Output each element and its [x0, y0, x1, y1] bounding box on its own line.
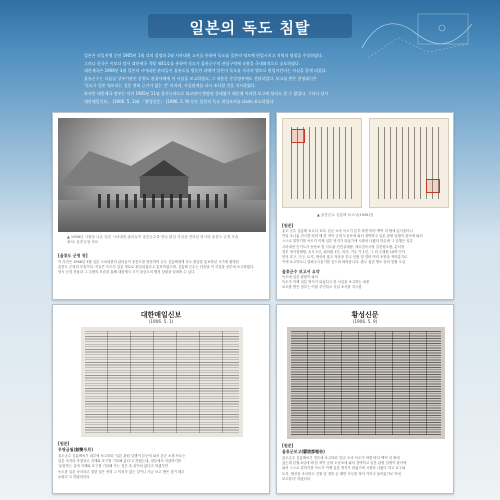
intro-paragraph: 대한제국은 1906년 3월 일본의 시마네현 관리들이 울릉도를 방문한 뒤에야 일본이 독도를 자국의 영토로 편입시킨다는 사실을 알게 되었다.: [84, 68, 327, 74]
text-line: 울도 군수 심흥택 보고서 호외. 본군 소속 독도가 본부 바깥 바다 백여 리 밖에 있사옵더니: [282, 229, 413, 233]
card-label: [울릉도 군청 청]: [58, 253, 88, 258]
card-daehan-maeil-sinbo: [52, 304, 270, 494]
text-line: 이에 보고하오니 살펴주시옵기를 엎드려 바라옵니다. 광무 십년 병오 음력 삼월 오일: [282, 260, 406, 265]
article-heading: 무쌍금월(無雙今月): [58, 447, 94, 452]
card-county-office-photo: [52, 112, 270, 300]
text-line: 경부 영사청태랑, 순사 1인, 회의원 1인, 의사, 기수 각 1인, 그 외 수행원 10여 인이: [282, 249, 405, 254]
card-label: [원문]: [58, 441, 70, 446]
intro-paragraph: 일본은 러일전쟁 중인 1905년 1월 각의 결정과 2월 시마네현 고시를 통하여 독도를 일본의 영토에 편입시키고 지역의 명칭을 주장하였다.: [84, 53, 324, 58]
caption-line: ▲ 1906년 시찰을 나온 일본 시마네현 관리들이 울릉군수를 만나 편입 사실을 전하던 당시의 울릉도 군청 모습: [67, 235, 239, 239]
card-hwangseong-sinmun: [276, 304, 454, 494]
card-summary: [282, 275, 450, 291]
newspaper-title: 황성신문: [351, 311, 379, 319]
text-line: 보고를 받은 정부는 이를 부인하고 사실 조사를 지시함: [282, 285, 362, 290]
text-line: 울도군수 심흥택씨가 내부에 보고하되 '일본 관원 일행이 본군에 와서 본군 소재 독도는: [58, 454, 186, 458]
intro-text: [80, 52, 428, 105]
text-line: 울릉도 군청의 모습이다. 이들은 독도가 일본 영토로 편입되었다고 통보하였으며, 심흥택 군수는 다음날 이 사실을 상부에 보고하였다.: [58, 265, 255, 270]
newspaper-date: (1906. 5. 1): [148, 319, 174, 324]
intro-paragraph: 그러나 한국은 이보다 앞서 대한제국 칙령 제41호를 통하여 독도가 울릉군수의 관할구역에 속함을 국내외적으로 공포하였다.: [84, 60, 301, 66]
card-county-report: [276, 112, 454, 300]
text-line: 독도가 이제 일본 영지가 되었다고 한 사실을 보고하는 내용: [282, 280, 370, 285]
intro-paragraph: 대한매일신보」 (1906. 5. 1)와 「황성신문」 (1906. 5. 9) 등은 일본의 독도 편입조치를 claim 보도하였다: [84, 98, 274, 104]
report-document-image: [369, 118, 449, 208]
card-description: [282, 229, 450, 265]
header: [18, 4, 482, 46]
card-label: [원문]: [282, 223, 294, 228]
card-description: [58, 454, 266, 480]
text-line: 놀랍다'고 하였다더라: [58, 474, 90, 479]
poster: [18, 4, 482, 496]
seal-stamp-icon: [426, 179, 440, 193]
text-line: 독도를 일본 속지라고 칭한 것은 전혀 그 이치가 없는 것이니 지금 보고 받은 것이 매우: [58, 469, 185, 474]
people-row: [98, 194, 228, 208]
article-heading: 울릉군보고(鬱陵郡報告): [282, 449, 325, 454]
intro-paragraph: 울릉군수는 다음날 상부기관인 강원도 관찰사에게 이 사실을 보고하였고, 그 내용은 중앙정부에도 전달되었다. 보고를 받은 참정대신은: [84, 75, 317, 81]
newspaper-clipping-image: [287, 327, 445, 439]
card-description: [58, 260, 264, 276]
text-line: '유람하는 길에 지계와 호구를 기록해 가는 것은 혹 괴이치 않다고 하겠지만: [58, 464, 168, 469]
seal-stamp-icon: [291, 129, 305, 143]
intro-paragraph: '독도가 일본 영토라는 설은 전혀 근거가 없는 것' 이라며, 사실관계를 다시 조사할 것을 지시하였다.: [84, 83, 256, 89]
text-line: 울도군수 심흥택씨가 정부에 보고하되 '본군 소속 독도가 바깥 바다 백여 리 밖에: [282, 456, 400, 460]
county-office-photo: [58, 118, 266, 232]
text-line: 일본 속지라 자칭하고 지계와 호구를 기록해 갔다'고 하였는데, 내부에서 지령하기를: [58, 459, 182, 464]
report-caption: ▲ 울릉군수 심흥택 보고서(1906년): [317, 213, 374, 217]
report-document-image: [282, 118, 362, 208]
card-label: [원문]: [282, 443, 294, 448]
text-line: 와서 스스로 말하기를 독도가 이제 일본 영지가 되었기에 시찰차 나왔다 하고 호구와: [282, 466, 406, 471]
text-line: 토지, 생산을 조사하고 인원 및 경비 등 제반 사무를 적어 가지고 돌아갔기로 이에: [282, 471, 401, 476]
newspaper-title: 대한매일신보: [140, 311, 182, 319]
text-line: 스스로 말하기를 독도가 이제 일본 영지가 되었기에 시찰차 나왔다 하온바 그 일행은 일본: [282, 239, 413, 244]
newsprint-columns: [291, 331, 441, 435]
text-line: 있는데 본월 4일에 배 한 척이 군내 도동포에 와서 정박하고 일본 관원 일행이 관사에: [282, 461, 407, 466]
newspaper-date: (1906. 5. 9): [352, 319, 378, 324]
text-line: 독도에 일본 관원이 와서: [282, 275, 318, 279]
text-line: 보고한다' 하였더라: [282, 476, 311, 481]
text-line: 당시 군청 건물과 그 주변의 모습을 통해 대한제국 시기 울릉도의 행정 상황을 살펴볼 수 있다.: [58, 270, 196, 275]
newsprint-columns: [85, 331, 239, 433]
text-line: 시마네현 은기도사 동문보 및 사무관 신전유태랑, 세무감독국장 길전평오랑, 분서장: [282, 244, 405, 249]
sub-label: 울릉군수 보고서 요약: [282, 269, 320, 274]
text-line: 이달 초나흘 진시쯤 되어 배 한 척이 군내 도동포에 와서 정박하고 일본 관원 일행이 관사에 와서: [282, 234, 423, 239]
newspaper-clipping-image: [81, 327, 243, 437]
photo-caption: [67, 235, 263, 245]
intro-paragraph: 하지만 대한제국 정부는 이미 1905년 11월 을사늑약으로 외교권이 박탈된 상태였기 때문에 이러한 보고에 항의도 할 수 없었다. 그러나 당시: [84, 90, 329, 96]
title-banner: [148, 14, 352, 38]
page-title: 일본의 독도 침탈: [189, 19, 311, 37]
text-line: 먼저 호구, 인구, 토지, 생산의 많고 적음을 묻고 인원 및 경비 여러 조항을 적어갔기로: [282, 255, 408, 260]
text-line: 이 사진은 1906년 3월 일본 시마네현의 관리들이 울릉도를 방문하여 군수 심흥택에게 독도 편입을 통보하던 시기에 촬영된: [58, 260, 239, 264]
caption-line: 출처: 울릉군청 자료: [67, 240, 99, 244]
card-description: [282, 456, 450, 482]
